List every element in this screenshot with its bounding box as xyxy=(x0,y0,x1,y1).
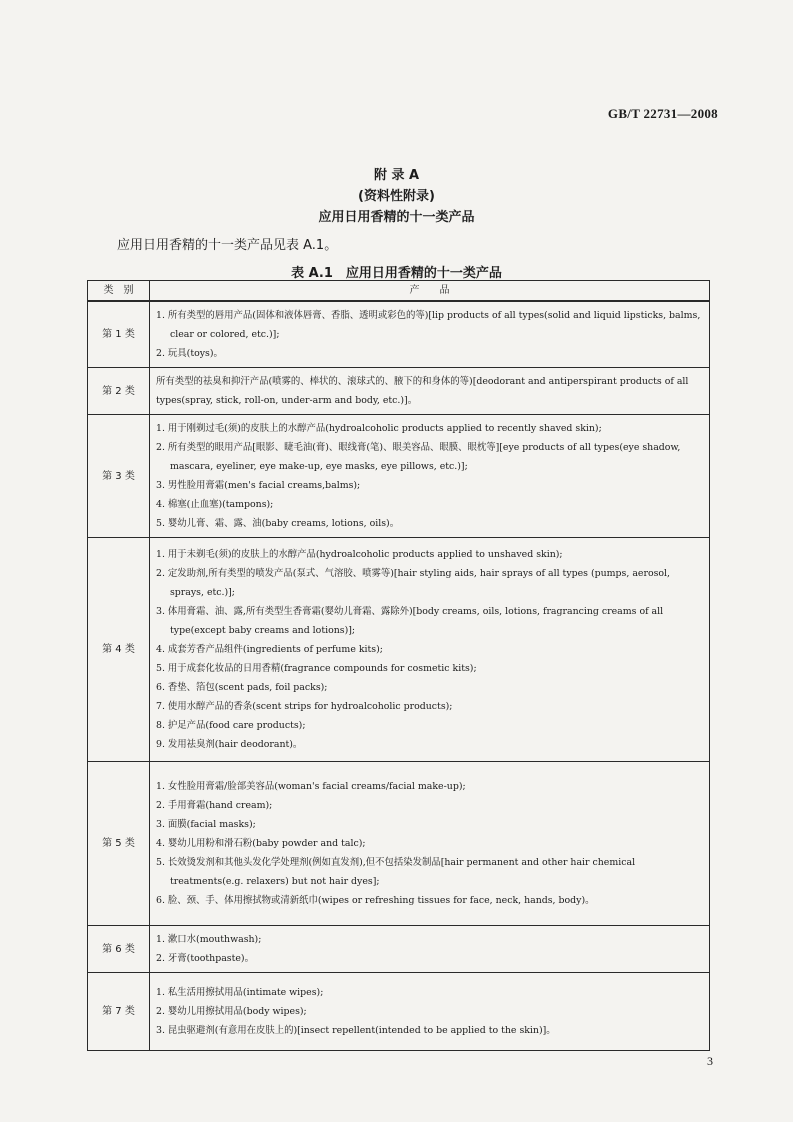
products-cell xyxy=(150,538,710,762)
product-item: 所有类型的祛臭和抑汗产品(喷雾的、棒状的、滚球式的、腋下的和身体的等)[deodorant and antiperspirant products of all types(spray, stick, roll-on, under-arm and body, etc.)]。 xyxy=(156,376,689,406)
product-item: 1. 私生活用擦拭用品(intimate wipes); xyxy=(156,987,324,998)
product-item: 3. 面膜(facial masks); xyxy=(156,819,256,830)
appendix-subtitle: (资料性附录) xyxy=(358,189,435,204)
product-item: 3. 昆虫驱避剂(有意用在皮肤上的)[insect repellent(intended to be applied to the skin)]。 xyxy=(156,1025,556,1036)
table-row xyxy=(88,762,710,926)
product-item: 2. 定发助剂,所有类型的喷发产品(泵式、气溶胶、喷雾等)[hair styling aids, hair sprays of all types (pumps, aerosol, sprays, etc.)]; xyxy=(156,568,671,598)
category-cell: 第 4 类 xyxy=(88,538,150,762)
product-item: 1. 所有类型的唇用产品(固体和液体唇膏、香脂、透明或彩色的等)[lip products of all types(solid and liquid lipsticks, balms, clear or colored, etc.)]; xyxy=(156,310,701,340)
category-cell: 第 3 类 xyxy=(88,415,150,538)
product-item: 2. 所有类型的眼用产品[眼影、睫毛油(膏)、眼线膏(笔)、眼美容品、眼膜、眼枕等][eye products of all types(eye shadow, mascara, eyeliner, eye make-up, eye masks, eye pillows, etc.)]; xyxy=(156,442,681,472)
product-item: 1. 漱口水(mouthwash); xyxy=(156,934,262,945)
product-item: 6. 脸、颈、手、体用擦拭物或清新纸巾(wipes or refreshing tissues for face, neck, hands, body)。 xyxy=(156,895,595,906)
table-row xyxy=(88,368,710,415)
product-item: 8. 护足产品(food care products); xyxy=(156,720,306,731)
products-cell xyxy=(150,415,710,538)
products-cell xyxy=(150,368,710,415)
products-cell xyxy=(150,926,710,973)
product-item: 4. 成套芳香产品组件(ingredients of perfume kits); xyxy=(156,644,383,655)
product-item: 1. 用于未剃毛(须)的皮肤上的水醇产品(hydroalcoholic products applied to unshaved skin); xyxy=(156,549,563,560)
category-cell: 第 5 类 xyxy=(88,762,150,926)
table-row xyxy=(88,973,710,1051)
product-item: 5. 长效烫发剂和其他头发化学处理剂(例如直发剂),但不包括染发制品[hair permanent and other hair chemical treatments(e.g. relaxers) but not hair dyes]; xyxy=(156,857,636,887)
product-item: 4. 棉塞(止血塞)(tampons); xyxy=(156,499,274,510)
products-cell xyxy=(150,762,710,926)
product-item: 2. 婴幼儿用擦拭用品(body wipes); xyxy=(156,1006,307,1017)
category-cell: 第 7 类 xyxy=(88,973,150,1051)
product-category-table xyxy=(87,280,710,1051)
table-row xyxy=(88,538,710,762)
products-cell xyxy=(150,301,710,368)
table-row xyxy=(88,301,710,368)
column-header-products: 产 品 xyxy=(150,281,710,302)
intro-text: 应用日用香精的十一类产品见表 A.1。 xyxy=(117,238,338,253)
product-item: 3. 男性脸用膏霜(men's facial creams,balms); xyxy=(156,480,361,491)
standard-code: GB/T 22731—2008 xyxy=(607,106,718,121)
product-item: 2. 牙膏(toothpaste)。 xyxy=(156,953,254,964)
table-title: 表 A.1 应用日用香精的十一类产品 xyxy=(291,266,502,281)
product-item: 7. 使用水醇产品的香条(scent strips for hydroalcoholic products); xyxy=(156,701,453,712)
product-item: 9. 发用祛臭剂(hair deodorant)。 xyxy=(156,739,303,750)
appendix-header xyxy=(0,165,793,228)
appendix-heading: 应用日用香精的十一类产品 xyxy=(318,210,475,225)
category-cell: 第 2 类 xyxy=(88,368,150,415)
product-item: 4. 婴幼儿用粉和滑石粉(baby powder and talc); xyxy=(156,838,366,849)
product-item: 3. 体用膏霜、油、露,所有类型生香膏霜(婴幼儿膏霜、露除外)[body creams, oils, lotions, fragrancing creams of all type(except baby creams and lotions)]; xyxy=(156,606,664,636)
product-item: 1. 女性脸用膏霜/脸部美容品(woman's facial creams/facial make-up); xyxy=(156,781,466,792)
product-item: 5. 用于成套化妆品的日用香精(fragrance compounds for cosmetic kits); xyxy=(156,663,477,674)
table-row xyxy=(88,415,710,538)
category-cell: 第 1 类 xyxy=(88,301,150,368)
table-header-row xyxy=(88,281,710,302)
table-row xyxy=(88,926,710,973)
product-item: 1. 用于刚剃过毛(须)的皮肤上的水醇产品(hydroalcoholic products applied to recently shaved skin); xyxy=(156,423,602,434)
column-header-category: 类 别 xyxy=(88,281,150,302)
category-cell: 第 6 类 xyxy=(88,926,150,973)
product-item: 2. 手用膏霜(hand cream); xyxy=(156,800,273,811)
product-item: 5. 婴幼儿膏、霜、露、油(baby creams, lotions, oils)。 xyxy=(156,518,400,529)
page-number: 3 xyxy=(707,1054,713,1068)
appendix-title: 附 录 A xyxy=(373,168,420,183)
product-item: 6. 香垫、箔包(scent pads, foil packs); xyxy=(156,682,328,693)
products-cell xyxy=(150,973,710,1051)
product-item: 2. 玩具(toys)。 xyxy=(156,348,223,359)
